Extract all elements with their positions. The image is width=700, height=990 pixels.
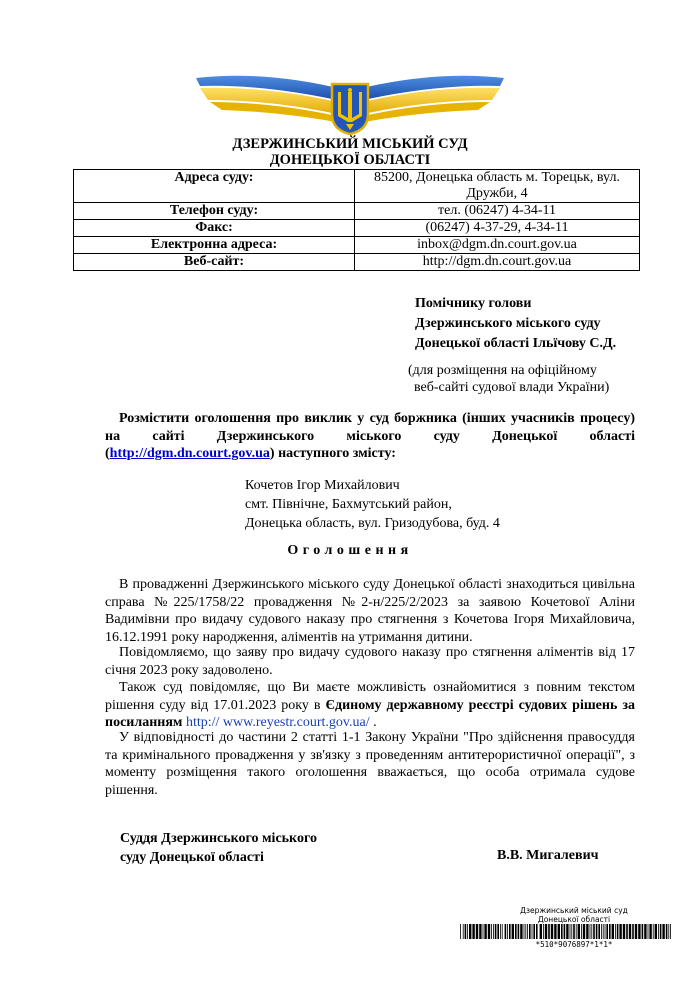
addressee-line: Дзержинського міського суду — [415, 316, 601, 331]
paragraph-notice — [105, 644, 635, 679]
recipient-address-line: смт. Північне, Бахмутський район, — [245, 497, 452, 512]
paragraph-text-end: . — [369, 715, 377, 730]
request-text: Розмістити оголошення про виклик у суд боржника (інших учасників процесу) на сайті Дзержинського міського суду Донецької області ( — [105, 411, 635, 461]
signature-line: суду Донецької області — [120, 850, 264, 865]
paragraph-law — [105, 729, 635, 799]
recipient-block — [245, 476, 500, 533]
paragraph-registry — [105, 679, 635, 732]
signature-title — [120, 829, 317, 867]
ukraine-trident-emblem — [196, 70, 504, 136]
request-text-end: ) наступного змісту: — [269, 446, 396, 461]
barcode-number: *510*9076897*1*1* — [535, 940, 613, 949]
table-row — [74, 237, 640, 254]
table-row — [74, 220, 640, 237]
website-value: http://dgm.dn.court.gov.ua — [355, 254, 640, 271]
registry-name: Єдиному державному реєстрі судових рішень за посиланням — [105, 697, 635, 730]
phone-label: Телефон суду: — [74, 203, 355, 220]
paragraph-text: В провадженні Дзержинського міського суду Донецької області знаходиться цивільна справа №225/1758/22 провадження №2-н/225/2/2023 за заявою Кочетової Аліни Вадимівни про видачу судового наказу про стягнення з Кочетова Ігоря Михайловича, 16.12.1991 року народження, аліментів на утримання дитини. — [105, 577, 635, 645]
court-website-link[interactable]: http://dgm.dn.court.gov.ua — [109, 446, 270, 461]
addressee-line: Помічнику голови — [415, 296, 532, 311]
email-value: inbox@dgm.dn.court.gov.ua — [355, 237, 640, 254]
phone-value: тел. (06247) 4-34-11 — [355, 203, 640, 220]
barcode-caption: Дзержинський міський суд — [520, 906, 628, 915]
note-line: веб-сайті судової влади України) — [414, 380, 610, 395]
court-info-table — [73, 169, 640, 271]
addressee-line: Донецької області Ільїчову С.Д. — [415, 336, 617, 351]
note-line: (для розміщення на офіційному — [408, 363, 597, 378]
address-label: Адреса суду: — [74, 170, 355, 203]
recipient-address-line: Донецька область, вул. Гризодубова, буд. 4 — [245, 516, 500, 531]
recipient-name: Кочетов Ігор Михайлович — [245, 478, 400, 493]
table-row — [74, 254, 640, 271]
signature-line: Суддя Дзержинського міського — [120, 831, 317, 846]
barcode-image — [460, 924, 674, 939]
publication-request — [105, 410, 635, 463]
email-label: Електронна адреса: — [74, 237, 355, 254]
paragraph-text: У відповідності до частини 2 статті 1-1 Закону України "Про здійснення правосуддя та кримінального провадження у зв'язку з проведенням антитерористичної операції", з моменту розміщення такого оголошення вважається, що особа отримала судове рішення. — [105, 730, 635, 798]
website-label: Веб-сайт: — [74, 254, 355, 271]
barcode-caption: Донецької області — [537, 915, 611, 924]
paragraph-text: Повідомляємо, що заяву про видачу судового наказу про стягнення аліментів від 17 січня 2023 року задоволено. — [105, 645, 635, 678]
address-value: 85200, Донецька область м. Торецьк, вул. Дружби, 4 — [355, 170, 640, 203]
table-row — [74, 170, 640, 203]
fax-label: Факс: — [74, 220, 355, 237]
placement-note — [408, 362, 609, 396]
judge-name: В.В. Мигалевич — [497, 848, 599, 863]
court-name-line1: ДЗЕРЖИНСЬКИЙ МІСЬКИЙ СУД — [232, 136, 468, 152]
paragraph-text: Також суд повідомляє, що Ви маєте можливість ознайомитися з повним текстом рішення суду від 17.01.2023 року в — [105, 680, 635, 713]
announcement-title: Оголошення — [287, 543, 413, 558]
paragraph-case — [105, 576, 635, 646]
table-row — [74, 203, 640, 220]
addressee-block — [415, 294, 616, 354]
fax-value: (06247) 4-37-29, 4-34-11 — [355, 220, 640, 237]
court-name-line2: ДОНЕЦЬКОЇ ОБЛАСТІ — [269, 152, 431, 168]
registry-link[interactable]: http:// www.reyestr.court.gov.ua/ — [185, 715, 370, 730]
